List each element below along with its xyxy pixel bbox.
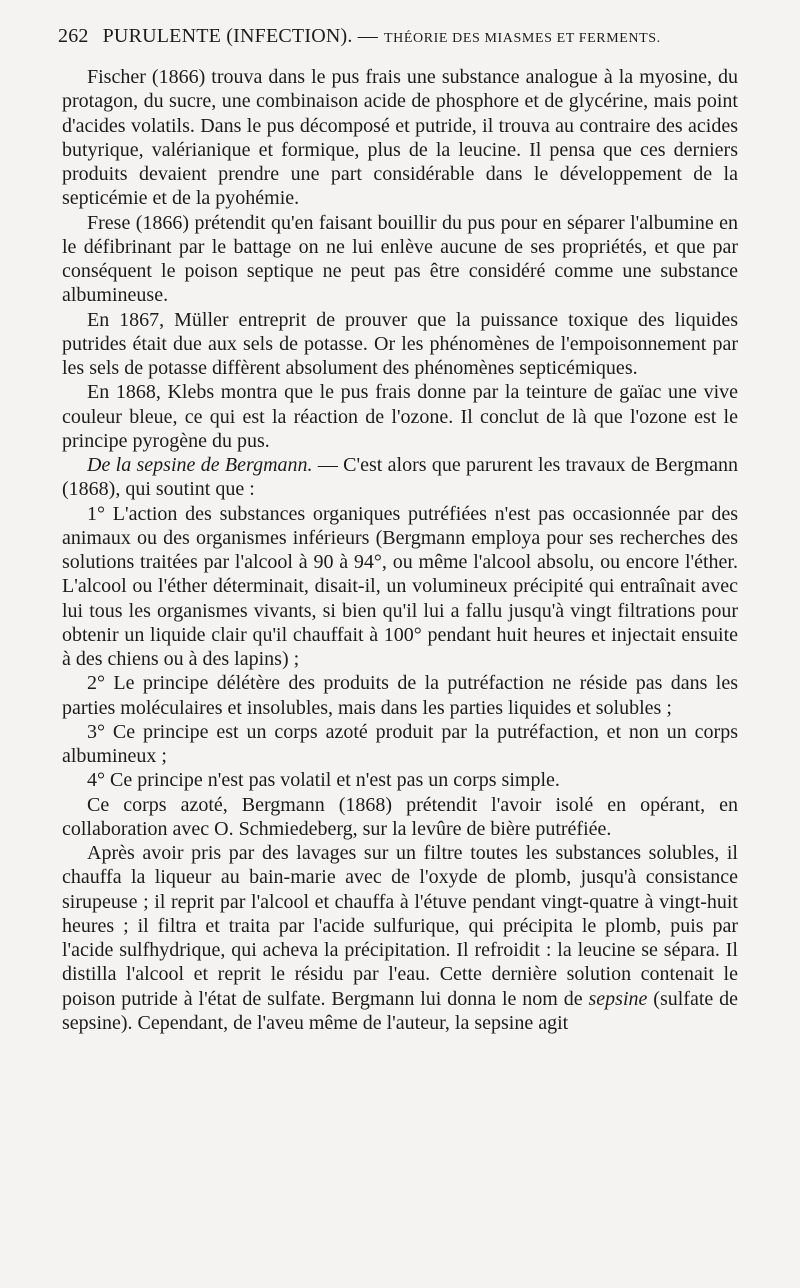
paragraph-bergmann-intro-text: C'est alors que parurent les travaux de Bergmann (1868), qui soutint que : — [62, 454, 739, 501]
body-text — [62, 65, 738, 1035]
paragraph-klebs: En 1868, Klebs montra que le pus frais donne par la teinture de gaïac une vive couleur bleue, ce qui est la réaction de l'ozone. Il conclut de là que l'ozone est le principe pyrogène du pus. — [62, 381, 738, 452]
list-item-3: 3° Ce principe est un corps azoté produit par la putréfaction, et non un corps albumineux ; — [62, 720, 738, 767]
paragraph-procedure — [62, 841, 738, 1035]
list-item-1: 1° L'action des substances organiques putréfiées n'est pas occasionnée par des animaux ou des organismes inférieurs (Bergmann employa pour ses recherches des solutions traitées par l'alcool à 90 à 94°, ou même l'alcool absolu, ou encore l'éther. L'alcool ou l'éther déterminait, disait-il, un volumineux précipité qui entraînait avec lui tous les organismes vivants, si bien qu'il lui a fallu jusqu'à vingt filtrations pour obtenir un liquide clair qu'il chauffait à 100° pendant huit heures et injectait ensuite à des chiens ou à des lapins) ; — [62, 502, 738, 670]
running-title-paren: (INFECTION). — [226, 25, 353, 47]
list-item-4: 4° Ce principe n'est pas volatil et n'est pas un corps simple. — [87, 769, 560, 792]
running-subtitle: THÉORIE DES MIASMES ET FERMENTS. — [383, 31, 661, 46]
section-heading-dash: — — [317, 454, 338, 476]
paragraph-fischer: Fischer (1866) trouva dans le pus frais une substance analogue à la myosine, du protagon, du sucre, une combinaison acide de phosphore et de glycérine, mais point d'acides volatils. Dans le pus décomposé et putride, il trouva au contraire des acides butyrique, valérianique et formique, plus de la leucine. Il pensa que ces derniers produits devaient prendre une part considérable dans le développement de la septicémie et de la pyohémie. — [62, 66, 738, 210]
header-dash: — — [357, 25, 378, 47]
paragraph-procedure-text: Après avoir pris par des lavages sur un filtre toutes les substances solubles, il chauffa la liqueur au bain-marie avec de l'oxyde de plomb, jusqu'à consistance sirupeuse ; il reprit par l'alcool et chauffa à l'étuve pendant vingt-quatre à vingt-huit heures ; il filtra et traita par l'acide sulfurique, qui précipita le plomb, puis par l'acide sulfhydrique, qui acheva la précipitation. Il refroidit : la leucine se sépara. Il distilla l'alcool et reprit le résidu par l'eau. Cette dernière solution contenait le poison putride à l'état de sulfate. Bergmann lui donna le nom de — [62, 842, 738, 1010]
running-header — [58, 24, 738, 51]
page-number: 262 — [58, 25, 89, 47]
list-item-2: 2° Le principe délétère des produits de la putréfaction ne réside pas dans les parties moléculaires et insolubles, mais dans les parties liquides et solubles ; — [62, 672, 738, 719]
running-title: PURULENTE — [102, 25, 222, 47]
section-heading: De la sepsine de Bergmann. — [87, 454, 313, 476]
paragraph-frese: Frese (1866) prétendit qu'en faisant bouillir du pus pour en séparer l'albumine en le défibrinant par le battage on ne lui enlève aucune de ses propriétés, et que par conséquent le poison septique ne peut pas être considéré comme une substance albumineuse. — [62, 211, 738, 307]
paragraph-muller: En 1867, Müller entreprit de prouver que la puissance toxique des liquides putrides était due aux sels de potasse. Or les phénomènes de l'empoisonnement par les sels de potasse diffèrent absolument des phénomènes septicémiques. — [62, 308, 738, 379]
paragraph-bergmann-intro — [62, 453, 738, 502]
sepsine-term: sepsine — [588, 987, 648, 1010]
paragraph-procedure-end: (sulfate de sepsine). Cependant, de l'aveu même de l'auteur, la sepsine agit — [62, 987, 739, 1034]
paragraph-corps-azote: Ce corps azoté, Bergmann (1868) prétendit l'avoir isolé en opérant, en collaboration avec O. Schmiedeberg, sur la levûre de bière putréfiée. — [62, 793, 738, 840]
